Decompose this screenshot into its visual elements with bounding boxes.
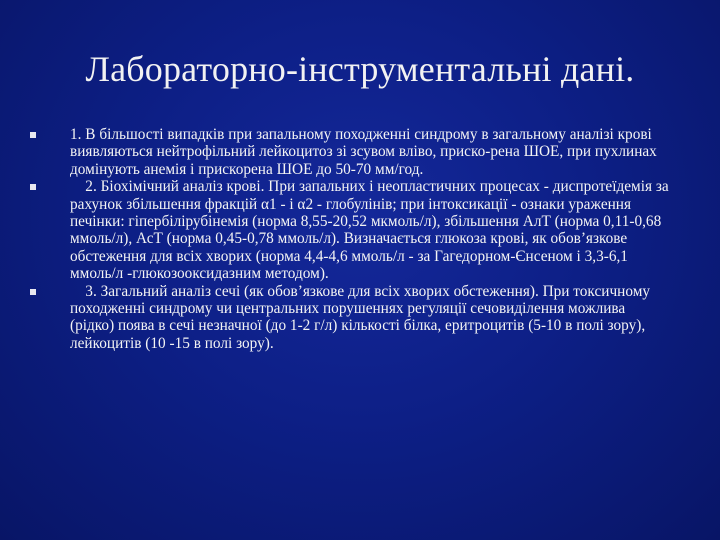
bullet-text: 2. Біохімічний аналіз крові. При запальних і неопластичних процесах - диспротеїдемія за рахунок збільшення фракцій α1 - і α2 - глобулінів; при інтоксикації - ознаки ураження печінки: гіпербілірубінемія (норма 8,55-20,52 мкмоль/л), збільшення АлТ (норма 0,11-0,68 ммоль/л), АсТ (норма 0,45-0,78 ммоль/л). Визначається глюкоза крові, як обов’язкове обстеження для всіх хворих (норма 4,4-4,6 ммоль/л - за Гагедорном-Єнсеном і 3,3-6,1 ммоль/л -глюкозооксидазним методом).: [70, 178, 669, 283]
square-bullet-icon: [30, 289, 36, 295]
bullet-text: 1. В більшості випадків при запальному походженні синдрому в загальному аналізі крові виявляються нейтрофільний лейкоцитоз зі зсувом вліво, приско-рена ШОЕ, при пухлинах домінують анемія і прискорена ШОЕ до 50-70 мм/год.: [70, 126, 657, 178]
bullet-item-1: [30, 126, 670, 178]
square-bullet-icon: [30, 184, 36, 190]
bullet-list: [30, 126, 670, 352]
slide-title: Лабораторно-інструментальні дані.: [85, 49, 635, 89]
square-bullet-icon: [30, 132, 36, 138]
bullet-item-2: [30, 178, 670, 282]
bullet-text: 3. Загальний аналіз сечі (як обов’язкове для всіх хворих обстеження). При токсичному походженні синдрому чи центральних порушеннях регуляції сечовиділення можлива (рідко) поява в сечі незначної (до 1-2 г/л) кількості білка, еритроцитів (5-10 в полі зору), лейкоцитів (10 -15 в полі зору).: [70, 282, 651, 352]
bullet-item-3: [30, 283, 670, 353]
